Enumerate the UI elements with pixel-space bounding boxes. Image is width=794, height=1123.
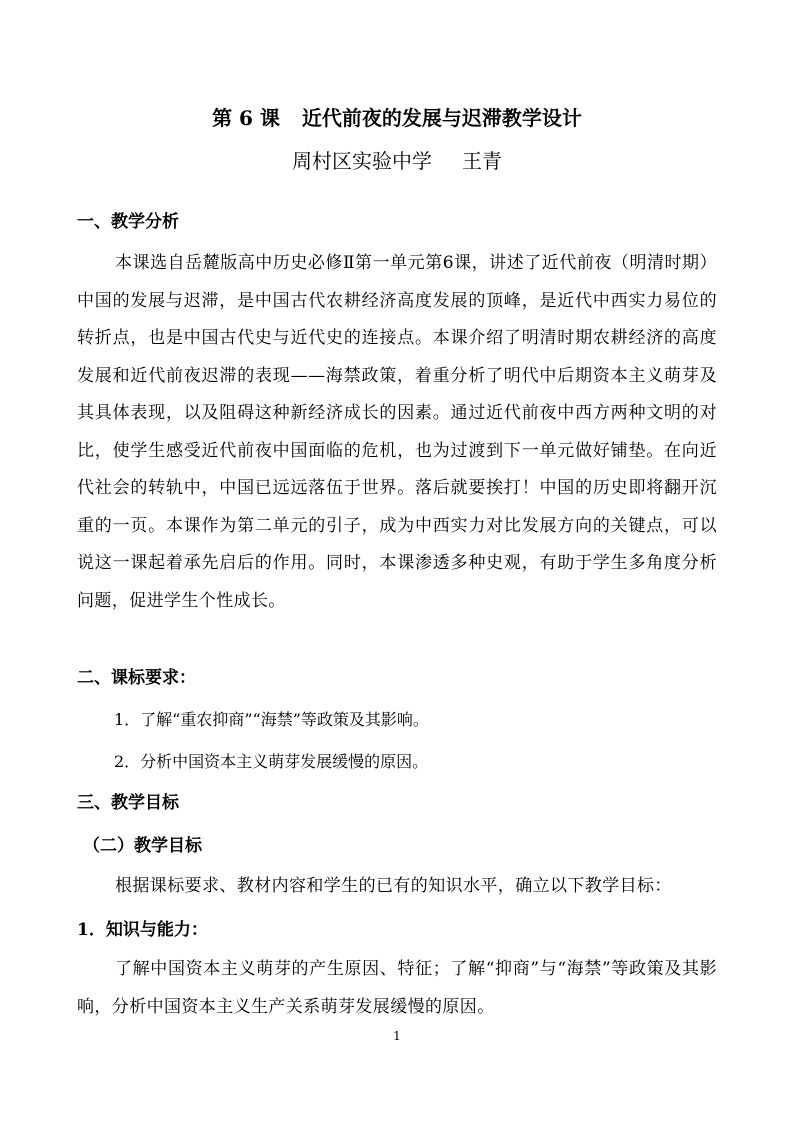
document-title — [0, 104, 794, 132]
analysis-paragraph: 本课选自岳麓版高中历史必修Ⅱ第一单元第6课，讲述了近代前夜（明清时期）中国的发展与迟滞，是中国古代农耕经济高度发展的顶峰，是近代中西实力易位的转折点，也是中国古代史与近代史的连接点。本课介绍了明清时期农耕经济的高度发展和近代前夜迟滞的表现——海禁政策，着重分析了明代中后期资本主义萌芽及其具体表现，以及阻碍这种新经济成长的因素。通过近代前夜中西方两种文明的对比，使学生感受近代前夜中国面临的危机，也为过渡到下一单元做好铺垫。在向近代社会的转轨中，中国已远远落伍于世界。落后就要挨打！中国的历史即将翻开沉重的一页。本课作为第二单元的引子，成为中西实力对比发展方向的关键点，可以说这一课起着承先启后的作用。同时，本课渗透多种史观，有助于学生多角度分析问题，促进学生个性成长。 — [77, 253, 717, 611]
section-heading-analysis: 一、教学分析 — [77, 212, 179, 232]
section-heading-standards: 二、课标要求： — [77, 668, 196, 688]
lesson-name: 近代前夜的发展与迟滞教学设计 — [301, 106, 582, 130]
document-subtitle — [0, 147, 794, 175]
knowledge-ability-paragraph: 了解中国资本主义萌芽的产生原因、特征；了解“抑商”与“海禁”等政策及其影响，分析中国资本主义生产关系萌芽发展缓慢的原因。 — [77, 959, 717, 1017]
knowledge-ability-heading: 1．知识与能力： — [77, 920, 208, 940]
page-number: 1 — [393, 1029, 401, 1043]
lesson-number: 第 6 课 — [212, 106, 280, 130]
standards-item-2: 2．分析中国资本主义萌芽发展缓慢的原因。 — [114, 752, 429, 771]
school-name: 周村区实验中学 — [292, 149, 432, 173]
author-name: 王青 — [462, 149, 502, 173]
objectives-subheading: （二）教学目标 — [83, 836, 202, 856]
objectives-intro-paragraph: 根据课标要求、教材内容和学生的已有的知识水平，确立以下教学目标： — [115, 876, 672, 896]
standards-item-1: 1．了解“重农抑商”“海禁”等政策及其影响。 — [114, 710, 429, 729]
section-heading-objectives: 三、教学目标 — [77, 793, 179, 813]
